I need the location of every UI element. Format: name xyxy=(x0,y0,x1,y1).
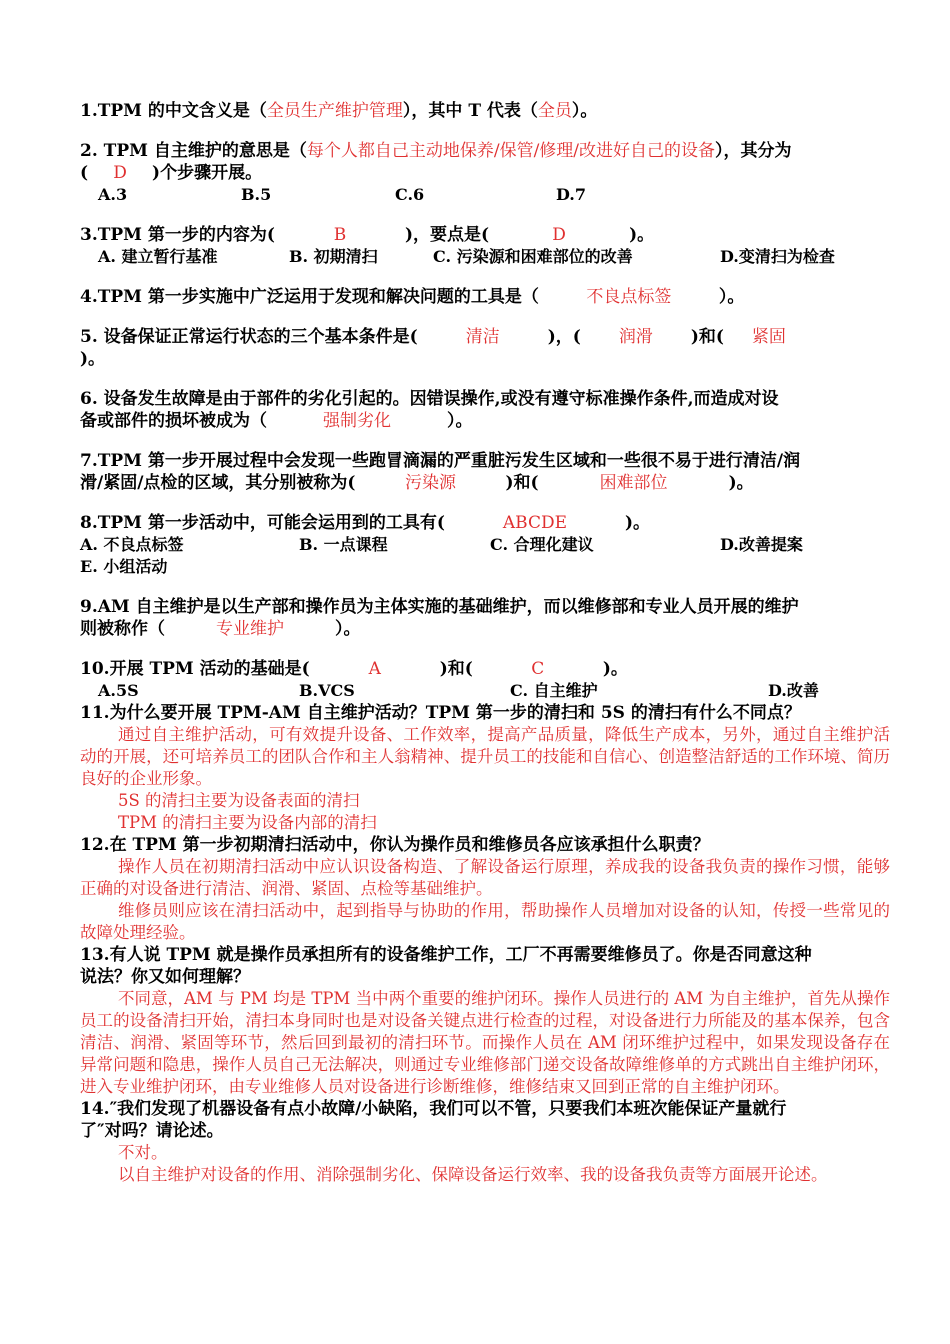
question-2-line2: ( D )个步骤开展。 xyxy=(80,163,263,183)
answer: 强制劣化 xyxy=(323,411,391,431)
answer: ABCDE xyxy=(502,513,568,533)
answer-paragraph: TPM 的清扫主要为设备内部的清扫 xyxy=(118,813,377,832)
question-8: 8.TPM 第一步活动中，可能会运用到的工具有( ABCDE )。 xyxy=(80,513,651,533)
option: C. 合理化建议 xyxy=(490,535,594,554)
options xyxy=(80,556,890,578)
answer: B xyxy=(333,225,347,245)
question-9: 9.AM 自主维护是以生产部和操作员为主体实施的基础维护，而以维修部和专业人员开展的维护 xyxy=(80,597,799,617)
question-13: 13.有人说 TPM 就是操作员承担所有的设备维护工作，工厂不再需要维修员了。你是否同意这种 xyxy=(80,945,812,965)
option: D.改善 xyxy=(768,681,819,700)
answer-paragraph: 不同意，AM 与 PM 均是 TPM 当中两个重要的维护闭环。操作人员进行的 AM 为自主维护，首先从操作员工的设备清扫开始，清扫本身同时也是对设备关键点进行检查的过程，对设备进行力所能及的基本保养，包含清洁、润滑、紧固等环节，然后回到最初的清扫环节。而操作人员在 AM 闭环维护过程中，如果发现设备存在异常问题和隐患，操作人员自己无法解决，则通过专业维修部门递交设备故障维修单的方式跳出自主维护闭环，进入专业维护闭环，由专业维修人员对设备进行诊断维修，维修结束又回到正常的自主维护闭环。 xyxy=(80,989,890,1096)
option: D.改善提案 xyxy=(720,535,803,554)
question-6: 6. 设备发生故障是由于部件的劣化引起的。因错误操作,或没有遵守标准操作条件,而造成对设 xyxy=(80,389,779,409)
answer: 每个人都自己主动地保养/保管/修理/改进好自己的设备 xyxy=(306,141,716,161)
answer-paragraph: 维修员则应该在清扫活动中，起到指导与协助的作用，帮助操作人员增加对设备的认知，传授一些常见的故障处理经验。 xyxy=(80,901,890,942)
question-5: 5. 设备保证正常运行状态的三个基本条件是( 清洁 )，( 润滑 )和( 紧固 xyxy=(80,326,890,348)
question-4: 4.TPM 第一步实施中广泛运用于发现和解决问题的工具是（ 不良点标签 ）。 xyxy=(80,287,745,307)
question-14-line2: 了″对吗？请论述。 xyxy=(80,1121,224,1141)
answer-paragraph: 5S 的清扫主要为设备表面的清扫 xyxy=(118,791,360,810)
question-3: 3.TPM 第一步的内容为( B )，要点是( D )。 xyxy=(80,225,655,245)
answer: A xyxy=(368,659,381,679)
question-6-line2: 备或部件的损坏被成为（ 强制劣化 ）。 xyxy=(80,411,473,431)
answer: D xyxy=(552,225,566,245)
question-5-line2: )。 xyxy=(80,349,106,369)
answer: 润滑 xyxy=(618,327,653,347)
answer-paragraph: 操作人员在初期清扫活动中应认识设备构造、了解设备运行原理，养成我的设备我负责的操作习惯，能够正确的对设备进行清洁、润滑、紧固、点检等基础维护。 xyxy=(80,857,890,898)
option: D.变清扫为检查 xyxy=(720,247,835,266)
question-1: 1.TPM 的中文含义是（全员生产维护管理），其中 T 代表（全员）。 xyxy=(80,101,598,121)
document-page xyxy=(80,100,890,1186)
answer-paragraph: 不对。 xyxy=(118,1143,168,1162)
option: E. 小组活动 xyxy=(80,557,168,576)
question-13-line2: 说法？你又如何理解？ xyxy=(80,967,250,987)
answer: 全员 xyxy=(537,101,572,121)
option: B.5 xyxy=(241,185,272,204)
question-7-line2: 滑/紧固/点检的区域，其分别被称为( 污染源 )和( 困难部位 )。 xyxy=(80,473,754,493)
question-2: 2. TPM 自主维护的意思是（每个人都自己主动地保养/保管/修理/改进好自己的设备），其分为 xyxy=(80,141,792,161)
answer: C xyxy=(531,659,545,679)
question-11: 11.为什么要开展 TPM-AM 自主维护活动？TPM 第一步的清扫和 5S 的清扫有什么不同点？ xyxy=(80,703,801,723)
answer: 清洁 xyxy=(465,327,500,347)
answer: 紧固 xyxy=(751,327,786,347)
question-9-line2: 则被称作（ 专业维护 ）。 xyxy=(80,619,361,639)
option: A.3 xyxy=(98,185,128,204)
answer: D xyxy=(113,163,127,183)
option: B. 初期清扫 xyxy=(289,247,378,266)
answer-paragraph: 以自主维护对设备的作用、消除强制劣化、保障设备运行效率、我的设备我负责等方面展开论述。 xyxy=(118,1165,828,1184)
answer: 不良点标签 xyxy=(586,287,672,307)
answer: 专业维护 xyxy=(216,619,284,639)
question-7: 7.TPM 第一步开展过程中会发现一些跑冒滴漏的严重脏污发生区域和一些很不易于进行清洁/润 xyxy=(80,451,801,471)
option: C. 自主维护 xyxy=(510,681,598,700)
answer: 污染源 xyxy=(404,473,456,493)
question-12: 12.在 TPM 第一步初期清扫活动中，你认为操作员和维修员各应该承担什么职责？ xyxy=(80,835,710,855)
option: A. 建立暂行基准 xyxy=(98,247,218,266)
option: A. 不良点标签 xyxy=(80,535,184,554)
answer: 全员生产维护管理 xyxy=(266,101,403,121)
options xyxy=(80,680,890,702)
options xyxy=(80,246,890,268)
option: B. 一点课程 xyxy=(299,535,388,554)
options xyxy=(80,534,890,556)
option: D.7 xyxy=(556,185,587,204)
option: B.VCS xyxy=(299,681,355,700)
option: C.6 xyxy=(395,185,425,204)
answer-paragraph: 通过自主维护活动，可有效提升设备、工作效率，提高产品质量，降低生产成本，另外，通过自主维护活动的开展，还可培养员工的团队合作和主人翁精神、提升员工的技能和自信心、创造整洁舒适的工作环境、简历良好的企业形象。 xyxy=(80,725,890,788)
option: A.5S xyxy=(98,681,139,700)
question-10: 10.开展 TPM 活动的基础是( A )和( C )。 xyxy=(80,659,628,679)
answer: 困难部位 xyxy=(599,473,668,493)
question-14: 14.″我们发现了机器设备有点小故障/小缺陷，我们可以不管，只要我们本班次能保证产量就行 xyxy=(80,1099,787,1119)
options xyxy=(80,184,890,206)
option: C. 污染源和困难部位的改善 xyxy=(433,247,633,266)
